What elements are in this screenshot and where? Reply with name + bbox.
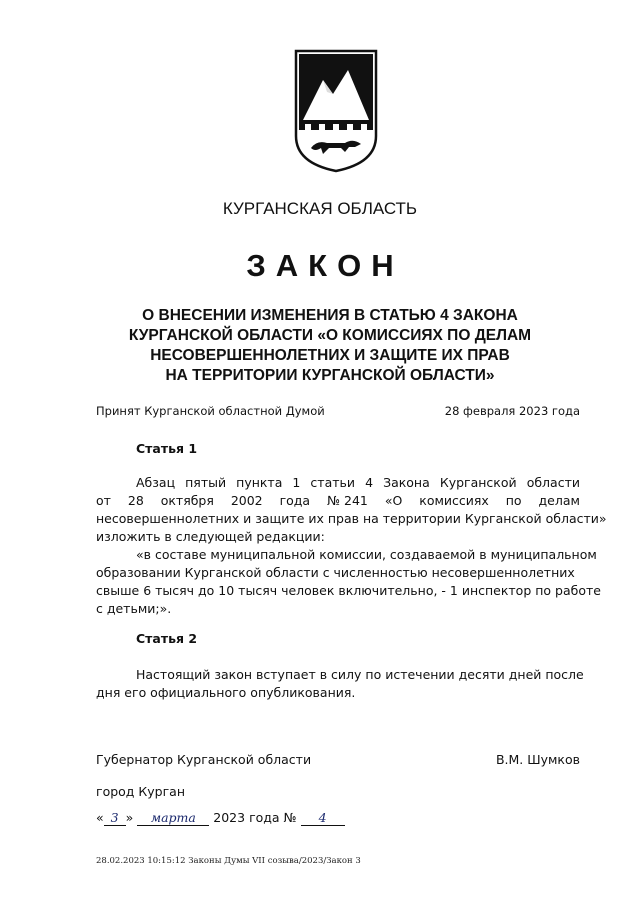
- signature-block: [96, 752, 580, 767]
- paragraph-line: несовершеннолетних и защите их прав на территории Курганской области»: [96, 511, 607, 526]
- quoted-line: свыше 6 тысяч до 10 тысяч человек включительно, - 1 инспектор по работе: [96, 583, 601, 598]
- signatory-position: Губернатор Курганской области: [96, 752, 312, 767]
- close-quote: »: [125, 810, 134, 825]
- quoted-line: с детьми;».: [96, 601, 172, 616]
- law-title-line: КУРГАНСКОЙ ОБЛАСТИ «О КОМИССИЯХ ПО ДЕЛАМ: [128, 327, 532, 344]
- handwritten-day: 3: [104, 810, 126, 826]
- signatory-name: В.М. Шумков: [495, 752, 580, 767]
- paragraph-line-justified: от 28 октября 2002 года № 241 «О комиссиях по делам: [96, 493, 580, 508]
- adoption-date: 28 февраля 2023 года: [444, 404, 580, 418]
- year-and-number-label: 2023 года №: [213, 810, 297, 825]
- coat-of-arms-emblem: [293, 48, 379, 173]
- paragraph-line: Настоящий закон вступает в силу по истечении десяти дней после: [136, 667, 584, 682]
- article-2-heading: Статья 2: [136, 631, 198, 646]
- adoption-line: [96, 404, 580, 418]
- document-footer-stamp: 28.02.2023 10:15:12 Законы Думы VII созыва/2023/Закон 3: [96, 856, 361, 866]
- quoted-line: образовании Курганской области с численностью несовершеннолетних: [96, 565, 575, 580]
- article-2-paragraph: [96, 666, 584, 702]
- paragraph-line: изложить в следующей редакции:: [96, 529, 325, 544]
- region-name: КУРГАНСКАЯ ОБЛАСТЬ: [222, 199, 418, 218]
- paragraph-line-justified: Абзац пятый пункта 1 статьи 4 Закона Курганской области: [136, 475, 580, 490]
- law-title: [60, 306, 600, 386]
- quoted-line: «в составе муниципальной комиссии, создаваемой в муниципальном: [136, 547, 597, 562]
- adopted-by: Принят Курганской областной Думой: [96, 404, 325, 418]
- law-title-line: О ВНЕСЕНИИ ИЗМЕНЕНИЯ В СТАТЬЮ 4 ЗАКОНА: [142, 307, 518, 324]
- article-1-heading: Статья 1: [136, 441, 198, 456]
- handwritten-month: марта: [137, 810, 209, 826]
- signing-dateline: [96, 810, 345, 826]
- document-type: ЗАКОН: [246, 248, 404, 283]
- article-1-paragraph: [96, 474, 607, 618]
- paragraph-line: дня его официального опубликования.: [96, 685, 356, 700]
- law-title-line: НЕСОВЕРШЕННОЛЕТНИХ И ЗАЩИТЕ ИХ ПРАВ: [150, 347, 510, 364]
- open-quote: «: [96, 810, 104, 825]
- place-of-signing: город Курган: [96, 784, 186, 799]
- law-title-line: НА ТЕРРИТОРИИ КУРГАНСКОЙ ОБЛАСТИ»: [165, 367, 495, 384]
- handwritten-law-number: 4: [301, 810, 345, 826]
